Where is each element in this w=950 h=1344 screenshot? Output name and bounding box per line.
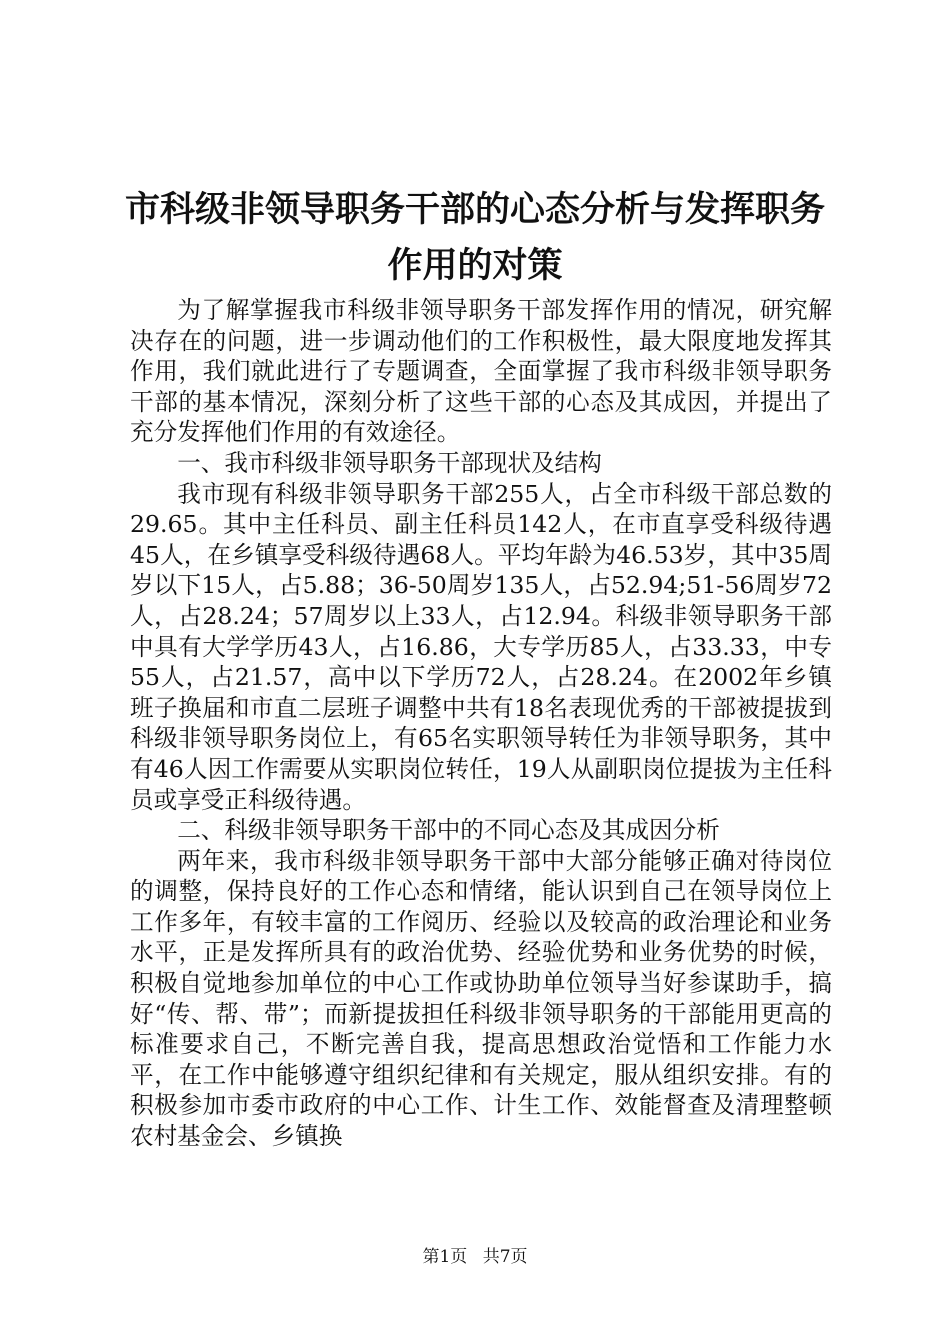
page-footer: [0, 1246, 950, 1268]
section-heading-2: 二、科级非领导职务干部中的不同心态及其成因分析: [177, 816, 720, 845]
document-title-line-1: 市科级非领导职务干部的心态分析与发挥职务: [124, 189, 825, 230]
section-heading-1: 一、我市科级非领导职务干部现状及结构: [177, 448, 602, 477]
intro-paragraph: 为了解掌握我市科级非领导职务干部发挥作用的情况，研究解决存在的问题，进一步调动他们的工作积极性，最大限度地发挥其作用，我们就此进行了专题调查，全面掌握了我市科级非领导职务干部的基本情况，深刻分析了这些干部的心态及其成因，并提出了充分发挥他们作用的有效途径。: [130, 296, 832, 447]
document-title-line-2: 作用的对策: [387, 245, 563, 286]
section-2-paragraph: 两年来，我市科级非领导职务干部中大部分能够正确对待岗位的调整，保持良好的工作心态和情绪，能认识到自己在领导岗位上工作多年，有较丰富的工作阅历、经验以及较高的政治理论和业务水平，正是发挥所具有的政治优势、经验优势和业务优势的时候，积极自觉地参加单位的中心工作或协助单位领导当好参谋助手，搞好“传、帮、带”；而新提拔担任科级非领导职务的干部能用更高的标准要求自己，不断完善自我，提高思想政治觉悟和工作能力水平，在工作中能够遵守组织纪律和有关规定，服从组织安排。有的积极参加市委市政府的中心工作、计生工作、效能督查及清理整顿农村基金会、乡镇换: [130, 846, 832, 1151]
document-body: [130, 295, 832, 1152]
page-number: 第1页: [422, 1247, 468, 1267]
page-total: 共7页: [482, 1247, 528, 1267]
section-1-paragraph: 我市现有科级非领导职务干部255人，占全市科级干部总数的29.65。其中主任科员、副主任科员142人，在市直享受科级待遇45人，在乡镇享受科级待遇68人。平均年龄为46.53岁，其中35周岁以下15人，占5.88；36-50周岁135人，占52.94;51-56周岁72人，占28.24；57周岁以上33人，占12.94。科级非领导职务干部中具有大学学历43人，占16.86，大专学历85人，占33.33，中专55人，占21.57，高中以下学历72人，占28.24。在2002年乡镇班子换届和市直二层班子调整中共有18名表现优秀的干部被提拔到科级非领导职务岗位上，有65名实职领导转任为非领导职务，其中有46人因工作需要从实职岗位转任，19人从副职岗位提拔为主任科员或享受正科级待遇。: [130, 479, 832, 814]
